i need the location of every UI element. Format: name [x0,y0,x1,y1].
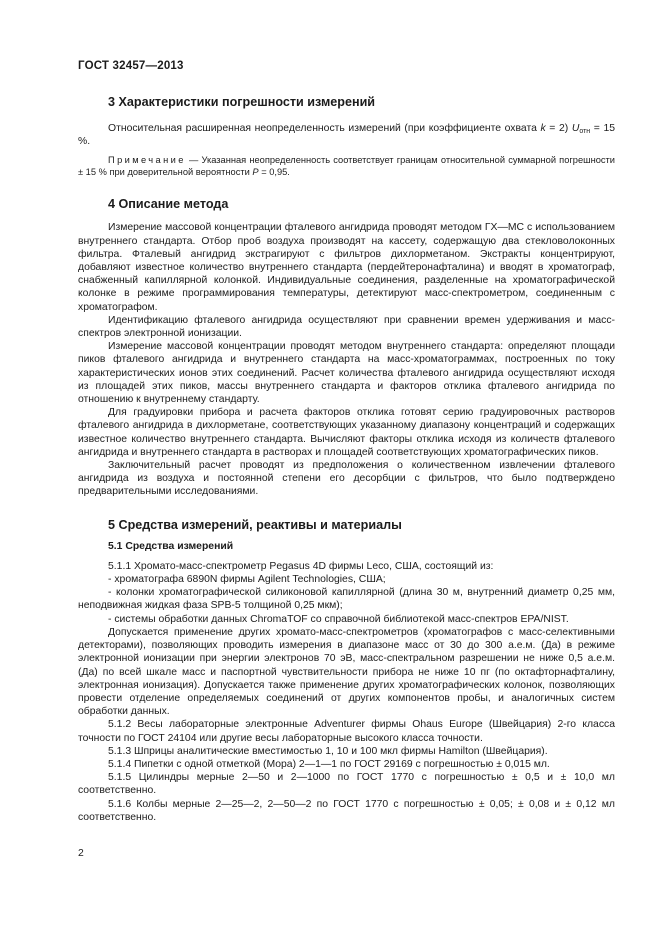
section-4-paragraph: Заключительный расчет проводят из предположения о количественном извлечении фталевого ангидрида из воздуха и постоянной степени его десорбции с фильтров, что было подтверждено предварительными исследованиями. [78,460,615,498]
section-3-title: 3 Характеристики погрешности измерений [108,95,376,109]
document-body [78,95,615,824]
section-3-paragraph: Относительная расширенная неопределенность измерений (при коэффициенте охвата k = 2) $U_{отн} = 15$ %. [78,123,615,148]
section-3-note: Примечание — Указанная неопределенность соответствует границам относительной суммарной погрешности ± 15 % при доверительной вероятности P = 0,95. [78,155,615,178]
clause-5-1-5: 5.1.5 Цилиндры мерные 2—50 и 2—1000 по ГОСТ 1770 с погрешностью ± 0,5 и ± 10,0 мл соответственно. [78,772,615,797]
section-4-paragraph: Измерение массовой концентрации фталевого ангидрида проводят методом ГХ—МС с использованием внутреннего стандарта. Отбор проб воздуха производят на кассету, содержащую два стекловолоконных фильтра. Фталевый ангидрид экстрагируют с фильтров дихлорметаном. Экстракты концентрируют, добавляют известное количество внутреннего стандарта (пердейтеронафталина) и вводят в хроматограф, снабженный капиллярной колонкой. Индивидуальные соединения, разделенные на хроматографической колонке в режиме программирования температуры, детектируют масс-спектрометром, соединенным с хроматографом. [78,222,615,313]
clause-5-1-6: 5.1.6 Колбы мерные 2—25—2, 2—50—2 по ГОСТ 1770 с погрешностью ± 0,05; ± 0,08 и ± 0,12 мл соответственно. [78,798,615,823]
clause-5-1-3: 5.1.3 Шприцы аналитические вместимостью 1, 10 и 100 мкл фирмы Hamilton (Швейцария). [108,745,548,757]
page-number: 2 [78,848,84,859]
clause-5-1-1-paragraph: Допускается применение других хромато-масс-спектрометров (хроматографов с масс-селективными детекторами), позволяющих проводить измерения в диапазоне масс от 30 до 300 а.е.м. (Да) в режиме электронной ионизации при энергии электронов 70 эВ, масс-спектральном разрешении не ниже 0,5 а.е.м. (Да) по всей шкале масс и паспортной чувствительности прибора не ниже 10 пг (по октафторнафталину, электронная ионизация). Допускается также применение других хроматографических колонок, позволяющих провести отделение определяемых соединений от других компонентов пробы, и аналогичных систем обработки данных. [78,626,615,718]
subsection-5-1-title: 5.1 Средства измерений [108,540,234,552]
section-4-paragraph: Для градуировки прибора и расчета факторов отклика готовят серию градуировочных растворов фталевого ангидрида в дихлорметане, соответствующих указанному диапазону концентраций и содержащих известное количество внутреннего стандарта. Вычисляют факторы отклика исходя из количеств фталевого ангидрида и внутреннего стандарта в растворах и площадей соответствующих хроматографических пиков. [78,407,615,458]
list-item: - системы обработки данных ChromaTOF со справочной библиотекой масс-спектров EPA/NIST. [108,613,569,625]
list-item: - колонки хроматографической силиконовой капиллярной (длина 30 м, внутренний диаметр 0,25 мм, неподвижная жидкая фаза SPB-5 толщиной 0,25 мкм); [78,587,615,612]
list-item: - хроматографа 6890N фирмы Agilent Technologies, США; [108,574,386,586]
section-5-title: 5 Средства измерений, реактивы и материалы [108,517,402,532]
document-code: ГОСТ 32457—2013 [78,60,184,72]
clause-5-1-1: 5.1.1 Хромато-масс-спектрометр Pegasus 4D фирмы Leco, США, состоящий из: [108,560,494,572]
section-4-title: 4 Описание метода [108,197,229,212]
clause-5-1-2: 5.1.2 Весы лабораторные электронные Adventurer фирмы Ohaus Europe (Швейцария) 2-го класса точности по ГОСТ 24104 или другие весы лабораторные высокого класса точности. [78,719,615,744]
section-4-paragraph: Измерение массовой концентрации проводят методом внутреннего стандарта: определяют площади пиков фталевого ангидрида и внутреннего стандарта на масс-хроматограммах, построенных по току характеристических ионов этих соединений. Расчет количества фталевого ангидрида осуществляют исходя из площадей этих пиков, массы внутреннего стандарта и факторов отклика фталевого ангидрида по отношению к внутреннему стандарту. [78,341,615,406]
section-4-paragraph: Идентификацию фталевого ангидрида осуществляют при сравнении времен удерживания и масс-спектров электронной ионизации. [78,314,615,340]
clause-5-1-4: 5.1.4 Пипетки с одной отметкой (Мора) 2—1—1 по ГОСТ 29169 с погрешностью ± 0,015 мл. [108,758,550,770]
